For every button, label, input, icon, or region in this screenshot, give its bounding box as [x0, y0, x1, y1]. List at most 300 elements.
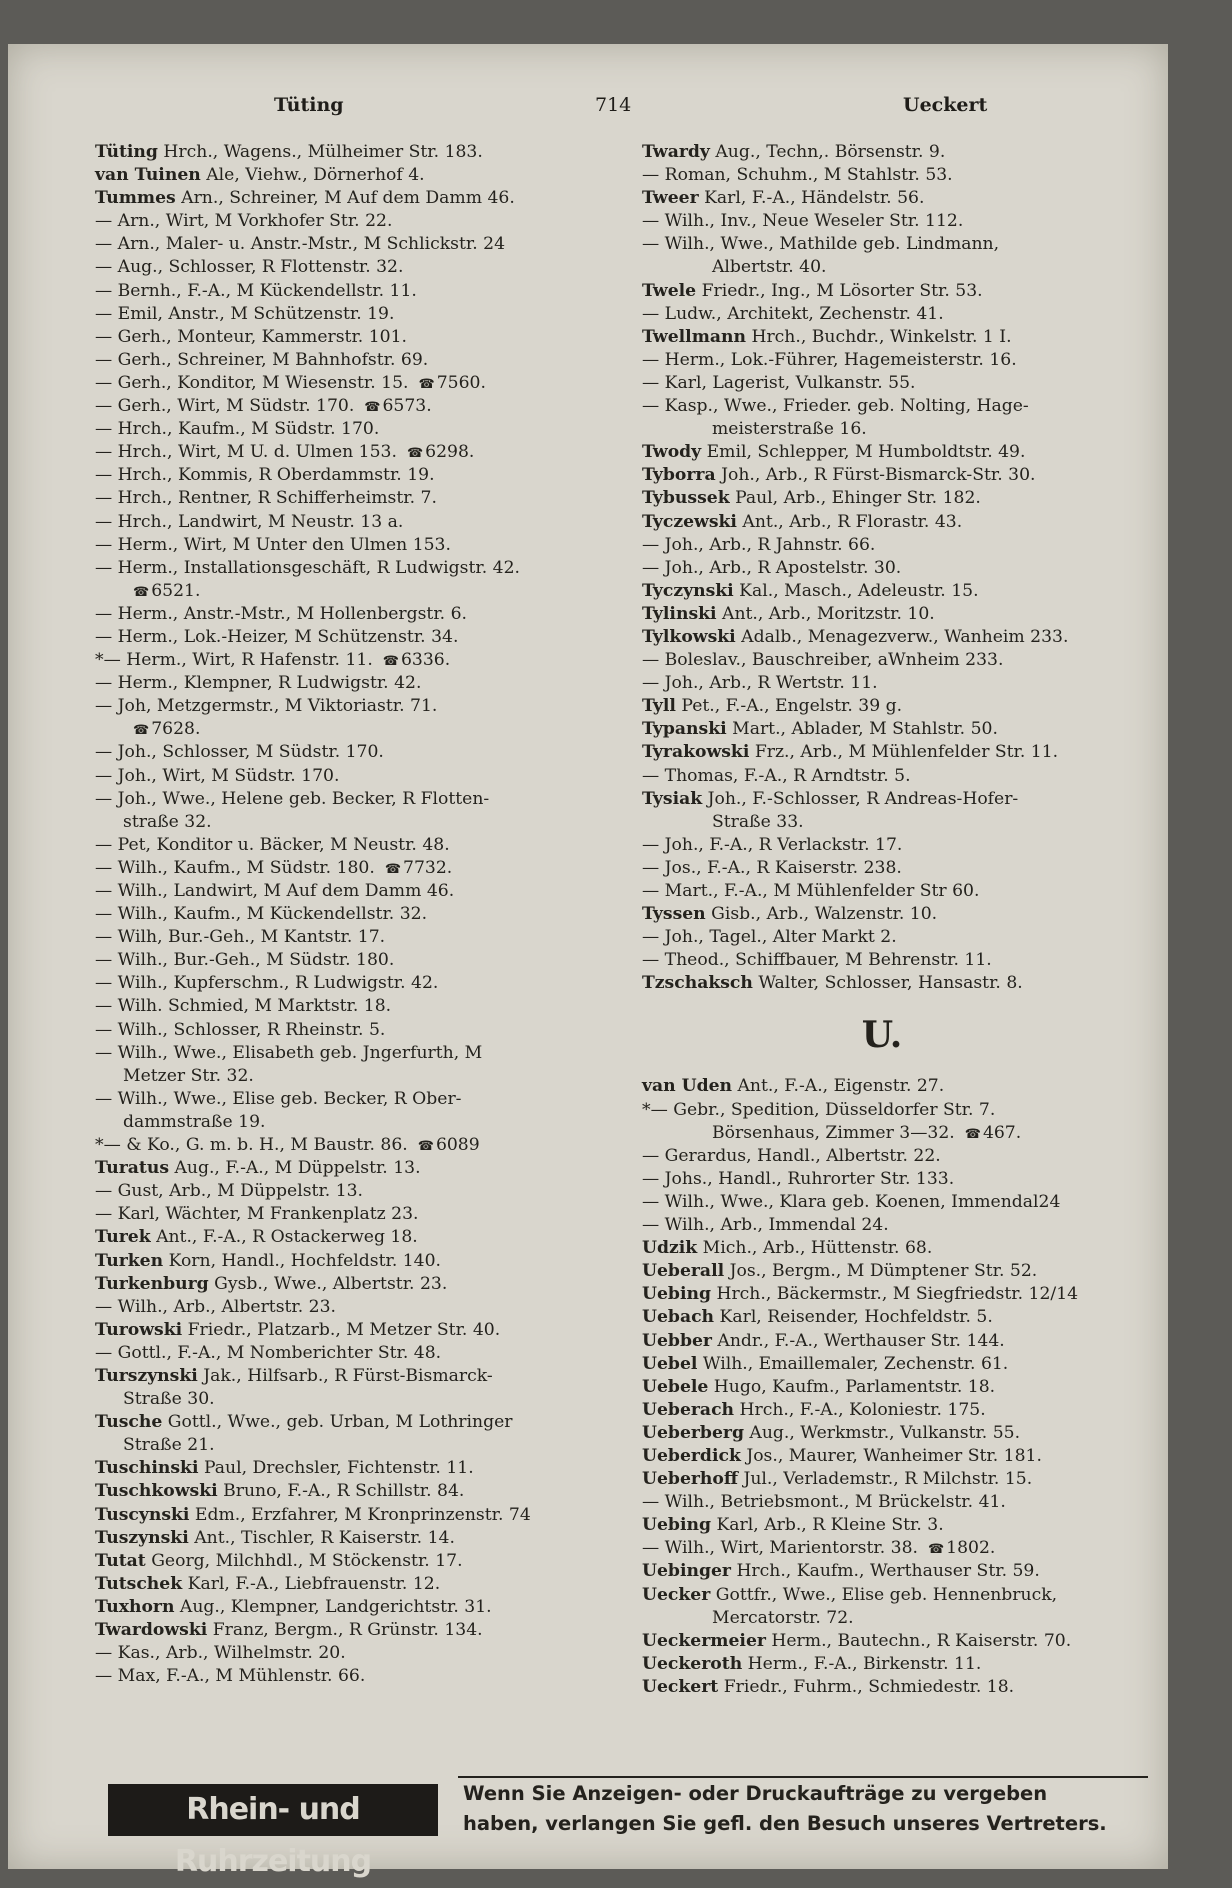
- directory-entry: [95, 187, 625, 210]
- directory-entry: [95, 557, 625, 580]
- entry-text: Aug., Werkmstr., Vulkanstr. 55.: [743, 1422, 1021, 1443]
- directory-entry: [642, 557, 1162, 580]
- entry-text: — Joh., F.-A., R Verlackstr. 17.: [642, 834, 903, 855]
- entry-text: — Wilh., Wwe., Elise geb. Becker, R Ober-: [95, 1088, 462, 1109]
- directory-entry: [95, 372, 625, 395]
- entry-text: — Herm., Wirt, M Unter den Ulmen 153.: [95, 534, 451, 555]
- directory-entry: [642, 1607, 1162, 1630]
- entry-text: Hrch., Bäckermstr., M Siegfriedstr. 12/14: [711, 1284, 1079, 1305]
- directory-entry: [95, 834, 625, 857]
- entry-surname: Twardy: [642, 142, 710, 162]
- entry-surname: Uebber: [642, 1330, 712, 1351]
- directory-entry: [95, 1434, 625, 1457]
- entry-text: Karl, F.-A., Händelstr. 56.: [698, 188, 925, 209]
- entry-surname: Tylkowski: [642, 626, 736, 647]
- entry-surname: Tuscynski: [95, 1504, 190, 1525]
- directory-entry: [95, 995, 625, 1018]
- entry-text: *— Herm., Wirt, R Hafenstr. 11.: [95, 650, 373, 671]
- entry-text: — Arn., Wirt, M Vorkhofer Str. 22.: [95, 211, 393, 232]
- directory-entry: [95, 718, 625, 741]
- entry-text: — Herm., Lok.-Führer, Hagemeisterstr. 16.: [642, 349, 1017, 370]
- directory-entry: [95, 1226, 625, 1249]
- entry-surname: Turowski: [95, 1319, 183, 1340]
- phone-number: [364, 396, 431, 416]
- entry-surname: Ueberall: [642, 1261, 725, 1282]
- entry-text: Jak., Hilfsarb., R Fürst-Bismarck-: [197, 1365, 493, 1386]
- directory-entry: [95, 695, 625, 718]
- directory-entry: [95, 441, 625, 464]
- entry-text: Aug., F.-A., M Düppelstr. 13.: [169, 1158, 421, 1179]
- entry-text: Jos., Maurer, Wanheimer Str. 181.: [740, 1445, 1042, 1466]
- entry-text: Frz., Arb., M Mühlenfelder Str. 11.: [749, 742, 1059, 763]
- phone-number-text: 6521.: [151, 580, 201, 601]
- entry-text: Albertstr. 40.: [712, 257, 827, 278]
- entry-surname: Tybussek: [642, 488, 730, 509]
- entry-text: Adalb., Menagezverw., Wanheim 233.: [735, 626, 1069, 647]
- phone-number: [383, 650, 450, 670]
- directory-entry: [642, 1422, 1162, 1445]
- directory-entry: [642, 1122, 1162, 1145]
- entry-text: Emil, Schlepper, M Humboldtstr. 49.: [701, 442, 1026, 463]
- entry-text: — Aug., Schlosser, R Flottenstr. 32.: [95, 257, 404, 278]
- directory-entry: [95, 1065, 625, 1088]
- entry-text: — Wilh., Wwe., Elisabeth geb. Jngerfurth, M: [95, 1042, 483, 1063]
- left-column: [95, 141, 625, 1688]
- entry-text: Georg, Milchhdl., M Stöckenstr. 17.: [145, 1550, 463, 1571]
- directory-entry: [95, 1480, 625, 1503]
- entry-surname: Ueberberg: [642, 1422, 744, 1443]
- entry-surname: Turatus: [95, 1158, 170, 1179]
- directory-entry: [95, 1042, 625, 1065]
- entry-text: — Pet, Konditor u. Bäcker, M Neustr. 48.: [95, 834, 450, 855]
- phone-number: [419, 373, 486, 393]
- directory-entry: [642, 418, 1162, 441]
- directory-entry: [95, 511, 625, 534]
- directory-entry: [642, 834, 1162, 857]
- section-letter: U.: [861, 1014, 903, 1057]
- entry-text: — Mart., F.-A., M Mühlenfelder Str 60.: [642, 881, 980, 901]
- directory-entry: [642, 580, 1162, 603]
- entry-text: — Herm., Klempner, R Ludwigstr. 42.: [95, 673, 422, 694]
- entry-surname: Tyrakowski: [642, 742, 750, 763]
- entry-text: — Herm., Anstr.-Mstr., M Hollenbergstr. 6.: [95, 603, 467, 624]
- entry-surname: Uebing: [642, 1515, 711, 1536]
- directory-entry: [642, 1514, 1162, 1537]
- entry-text: Ant., Arb., R Florastr. 43.: [736, 511, 963, 532]
- entry-text: — Wilh, Bur.-Geh., M Kantstr. 17.: [95, 927, 386, 948]
- directory-entry: [95, 1665, 625, 1688]
- directory-entry: [642, 926, 1162, 949]
- entry-surname: Udzik: [642, 1238, 698, 1259]
- entry-surname: Tuxhorn: [95, 1596, 175, 1617]
- directory-entry: [642, 972, 1162, 995]
- directory-entry: [95, 1504, 625, 1527]
- directory-entry: [95, 256, 625, 279]
- entry-surname: Typanski: [642, 719, 727, 740]
- phone-number: [385, 858, 452, 878]
- entry-text: — Gerh., Monteur, Kammerstr. 101.: [95, 326, 407, 347]
- entry-surname: Tweer: [642, 188, 699, 209]
- directory-entry: [642, 1445, 1162, 1468]
- advertisement: [108, 1782, 1148, 1879]
- directory-entry: [642, 672, 1162, 695]
- directory-entry: [642, 1191, 1162, 1214]
- entry-text: — Joh., Wwe., Helene geb. Becker, R Flotten-: [95, 788, 490, 809]
- entry-text: — Wilh., Bur.-Geh., M Südstr. 180.: [95, 950, 395, 971]
- entry-text: Andr., F.-A., Werthauser Str. 144.: [711, 1330, 1005, 1351]
- entry-text: Gottl., Wwe., geb. Urban, M Lothringer: [162, 1412, 513, 1433]
- entry-text: Kal., Masch., Adeleustr. 15.: [733, 580, 979, 601]
- entry-surname: Twele: [642, 280, 697, 301]
- directory-entry: [95, 1642, 625, 1665]
- entry-surname: Uebel: [642, 1353, 698, 1374]
- directory-entry: [95, 1203, 625, 1226]
- directory-entry: [642, 1653, 1162, 1676]
- directory-entry: [95, 1296, 625, 1319]
- entry-surname: Ueckermeier: [642, 1630, 766, 1651]
- directory-entry: [642, 1306, 1162, 1329]
- directory-entry: [95, 1550, 625, 1573]
- entry-surname: Twellmann: [642, 326, 747, 347]
- directory-entry: [95, 649, 625, 672]
- entry-surname: Twody: [642, 442, 702, 463]
- phone-number: [965, 1123, 1021, 1143]
- directory-entry: [642, 1376, 1162, 1399]
- entry-text: — Wilh., Arb., Albertstr. 23.: [95, 1296, 337, 1317]
- directory-entry: [95, 210, 625, 233]
- entry-text: Herm., F.-A., Birkenstr. 11.: [742, 1653, 982, 1674]
- entry-text: Gisb., Arb., Walzenstr. 10.: [705, 904, 938, 925]
- directory-entry: [642, 1399, 1162, 1422]
- directory-entry: [95, 164, 625, 187]
- directory-entry: [95, 1180, 625, 1203]
- directory-entry: [95, 1111, 625, 1134]
- directory-entry: [642, 626, 1162, 649]
- directory-entry: [95, 1157, 625, 1180]
- directory-entry: [95, 926, 625, 949]
- directory-entry: [95, 857, 625, 880]
- directory-entry: [95, 1250, 625, 1273]
- entry-text: — Gerh., Schreiner, M Bahnhofstr. 69.: [95, 349, 429, 370]
- directory-entry: [95, 672, 625, 695]
- entry-text: Aug., Techn,. Börsenstr. 9.: [709, 142, 946, 162]
- entry-text: Hrch., Buchdr., Winkelstr. 1 I.: [746, 326, 1012, 347]
- directory-entry: [642, 1260, 1162, 1283]
- entry-surname: Tuschinski: [95, 1458, 199, 1479]
- entry-text: — Gerh., Wirt, M Südstr. 170.: [95, 396, 355, 417]
- entry-text: — Joh., Tagel., Alter Markt 2.: [642, 927, 897, 948]
- entry-surname: Ueberach: [642, 1399, 735, 1420]
- entry-text: *— Gebr., Spedition, Düsseldorfer Str. 7.: [642, 1099, 996, 1120]
- entry-text: Friedr., Platzarb., M Metzer Str. 40.: [182, 1319, 501, 1340]
- directory-entry: [642, 372, 1162, 395]
- entry-text: Ant., F.-A., R Ostackerweg 18.: [150, 1227, 418, 1248]
- entry-text: — Herm., Installationsgeschäft, R Ludwigstr. 42.: [95, 557, 520, 578]
- header-left-keyword: Tüting: [274, 94, 344, 116]
- directory-entry: [642, 1584, 1162, 1607]
- entry-text: Walter, Schlosser, Hansastr. 8.: [752, 973, 1023, 994]
- entry-surname: Ueberdick: [642, 1445, 741, 1466]
- entry-surname: Tysiak: [642, 788, 703, 809]
- entry-surname: Uebing: [642, 1284, 711, 1305]
- entry-text: — Karl, Wächter, M Frankenplatz 23.: [95, 1204, 419, 1225]
- phone-number-text: 6573.: [382, 396, 432, 417]
- telephone-icon: ☎: [964, 1126, 979, 1142]
- entry-surname: Tüting: [95, 142, 158, 162]
- directory-entry: [642, 210, 1162, 233]
- entry-surname: Tuszynski: [95, 1527, 189, 1548]
- directory-entry: [642, 765, 1162, 788]
- directory-entry: [642, 1075, 1162, 1098]
- directory-entry: [642, 857, 1162, 880]
- entry-text: Joh., Arb., R Fürst-Bismarck-Str. 30.: [715, 465, 1036, 486]
- entry-text: Metzer Str. 32.: [123, 1065, 254, 1086]
- entry-text: — Wilh., Landwirt, M Auf dem Damm 46.: [95, 881, 455, 901]
- entry-text: — Max, F.-A., M Mühlenstr. 66.: [95, 1666, 366, 1687]
- entry-text: — Wilh., Schlosser, R Rheinstr. 5.: [95, 1019, 386, 1040]
- entry-surname: Tyczynski: [642, 580, 734, 601]
- entry-text: Gottfr., Wwe., Elise geb. Hennenbruck,: [710, 1584, 1058, 1605]
- directory-entry: [642, 718, 1162, 741]
- entry-text: straße 32.: [123, 811, 212, 832]
- entry-text: Gysb., Wwe., Albertstr. 23.: [208, 1273, 448, 1294]
- entry-text: Joh., F.-Schlosser, R Andreas-Hofer-: [702, 788, 1019, 809]
- directory-entry: [642, 141, 1162, 164]
- entry-text: — Wilh., Kaufm., M Kückendellstr. 32.: [95, 904, 428, 925]
- entry-text: — Joh., Arb., R Wertstr. 11.: [642, 673, 878, 694]
- entry-text: Straße 30.: [123, 1389, 215, 1410]
- directory-entry: [642, 1491, 1162, 1514]
- entry-text: — Gerardus, Handl., Albertstr. 22.: [642, 1145, 941, 1166]
- entry-surname: van Tuinen: [95, 165, 201, 186]
- entry-text: Karl, Reisender, Hochfeldstr. 5.: [714, 1307, 993, 1328]
- entry-text: Hrch., Wagens., Mülheimer Str. 183.: [157, 142, 483, 162]
- directory-entry: [642, 233, 1162, 256]
- entry-text: — Hrch., Rentner, R Schifferheimstr. 7.: [95, 488, 437, 509]
- directory-entry: [95, 349, 625, 372]
- entry-text: Jul., Verlademstr., R Milchstr. 15.: [738, 1469, 1033, 1490]
- directory-entry: [95, 487, 625, 510]
- directory-entry: [95, 880, 625, 903]
- phone-number-text: 7560.: [436, 372, 486, 393]
- entry-text: Hrch., Kaufm., Werthauser Str. 59.: [730, 1561, 1040, 1582]
- entry-surname: Tylinski: [642, 603, 717, 624]
- telephone-icon: ☎: [133, 723, 148, 739]
- entry-surname: Tummes: [95, 188, 176, 209]
- entry-surname: Twardowski: [95, 1620, 208, 1640]
- entry-text: — Joh., Arb., R Jahnstr. 66.: [642, 534, 876, 555]
- entry-text: Edm., Erzfahrer, M Kronprinzenstr. 74: [189, 1504, 531, 1525]
- entry-text: Karl, Arb., R Kleine Str. 3.: [711, 1515, 944, 1536]
- directory-entry: [95, 788, 625, 811]
- directory-entry: [642, 464, 1162, 487]
- telephone-icon: ☎: [364, 400, 379, 416]
- entry-surname: van Uden: [642, 1076, 733, 1097]
- entry-surname: Turkenburg: [95, 1273, 209, 1294]
- directory-entry: [95, 280, 625, 303]
- directory-entry: [95, 1527, 625, 1550]
- entry-text: Pet., F.-A., Engelstr. 39 g.: [675, 696, 903, 717]
- directory-entry: [95, 765, 625, 788]
- entry-text: — Jos., F.-A., R Kaiserstr. 238.: [642, 857, 902, 878]
- entry-text: — Wilh., Betriebsmont., M Brückelstr. 41.: [642, 1492, 1006, 1513]
- directory-entry: [642, 349, 1162, 372]
- entry-surname: Tyczewski: [642, 511, 737, 532]
- phone-number-text: 6336.: [400, 650, 451, 671]
- entry-surname: Uebinger: [642, 1561, 731, 1582]
- entry-surname: Turken: [95, 1250, 164, 1271]
- directory-entry: [642, 1676, 1162, 1699]
- entry-text: — Johs., Handl., Ruhrorter Str. 133.: [642, 1168, 955, 1189]
- directory-entry: [642, 280, 1162, 303]
- entry-text: Ant., Tischler, R Kaiserstr. 14.: [188, 1527, 455, 1548]
- directory-entry: [95, 418, 625, 441]
- entry-surname: Ueckert: [642, 1676, 719, 1697]
- entry-surname: Ueckeroth: [642, 1653, 743, 1674]
- directory-entry: [642, 511, 1162, 534]
- phone-number-text: 1802.: [946, 1538, 996, 1559]
- directory-entry: [95, 972, 625, 995]
- directory-entry: [95, 1273, 625, 1296]
- entry-text: — Kas., Arb., Wilhelmstr. 20.: [95, 1643, 346, 1664]
- directory-entry: [642, 1283, 1162, 1306]
- entry-text: — Hrch., Kaufm., M Südstr. 170.: [95, 419, 380, 440]
- directory-entry: [642, 1145, 1162, 1168]
- directory-entry: [642, 1353, 1162, 1376]
- directory-entry: [642, 603, 1162, 626]
- entry-text: Paul, Arb., Ehinger Str. 182.: [729, 488, 981, 509]
- directory-entry: [642, 1168, 1162, 1191]
- entry-text: Herm., Bautechn., R Kaiserstr. 70.: [765, 1630, 1072, 1651]
- entry-text: Ant., Arb., Moritzstr. 10.: [716, 603, 935, 624]
- entry-surname: Tutat: [95, 1550, 146, 1571]
- directory-entry: [642, 903, 1162, 926]
- entry-surname: Ueberhoff: [642, 1469, 738, 1490]
- entry-text: Ale, Viehw., Dörnerhof 4.: [200, 165, 425, 186]
- directory-entry: [95, 1457, 625, 1480]
- entry-surname: Turek: [95, 1227, 151, 1248]
- entry-text: — Roman, Schuhm., M Stahlstr. 53.: [642, 165, 953, 186]
- advert-line-1: Wenn Sie Anzeigen- oder Druckaufträge zu vergeben: [463, 1782, 1048, 1805]
- entry-text: — Wilh. Schmied, M Marktstr. 18.: [95, 996, 392, 1017]
- entry-surname: Tusche: [95, 1412, 163, 1433]
- entry-text: Aug., Klempner, Landgerichtstr. 31.: [174, 1596, 492, 1617]
- entry-surname: Tzschaksch: [642, 973, 753, 994]
- directory-entry: [642, 1214, 1162, 1237]
- directory-entry: [95, 580, 625, 603]
- phone-number-text: 6089: [435, 1135, 480, 1156]
- directory-entry: [95, 903, 625, 926]
- telephone-icon: ☎: [417, 1139, 432, 1155]
- advert-brand: Rhein- und Ruhrzeitung: [108, 1784, 438, 1836]
- entry-text: Franz, Bergm., R Grünstr. 134.: [207, 1620, 483, 1640]
- entry-text: Hugo, Kaufm., Parlamentstr. 18.: [708, 1376, 996, 1397]
- entry-text: — Kasp., Wwe., Frieder. geb. Nolting, Hage-: [642, 396, 1029, 417]
- entry-text: — Thomas, F.-A., R Arndtstr. 5.: [642, 765, 911, 786]
- entry-text: Arn., Schreiner, M Auf dem Damm 46.: [175, 188, 515, 209]
- telephone-icon: ☎: [384, 861, 400, 877]
- advert-line-2: haben, verlangen Sie gefl. den Besuch unseres Vertreters.: [463, 1812, 1107, 1835]
- entry-text: Mart., Ablader, M Stahlstr. 50.: [726, 719, 998, 740]
- entry-text: — Hrch., Wirt, M U. d. Ulmen 153.: [95, 442, 397, 463]
- entry-text: — Joh, Metzgermstr., M Viktoriastr. 71.: [95, 696, 438, 717]
- entry-text: — Emil, Anstr., M Schützenstr. 19.: [95, 303, 395, 324]
- entry-text: — Gerh., Konditor, M Wiesenstr. 15.: [95, 372, 409, 393]
- entry-text: — Joh., Wirt, M Südstr. 170.: [95, 765, 340, 786]
- telephone-icon: ☎: [418, 376, 433, 392]
- directory-entry: [95, 1342, 625, 1365]
- directory-entry: [642, 164, 1162, 187]
- entry-surname: Tyll: [642, 696, 676, 717]
- telephone-icon: ☎: [406, 446, 422, 462]
- entry-text: Börsenhaus, Zimmer 3—32.: [712, 1122, 955, 1143]
- entry-text: — Bernh., F.-A., M Kückendellstr. 11.: [95, 280, 417, 301]
- directory-entry: [642, 1630, 1162, 1653]
- directory-entry: [95, 741, 625, 764]
- entry-surname: Tyssen: [642, 904, 706, 925]
- entry-text: — Ludw., Architekt, Zechenstr. 41.: [642, 303, 944, 324]
- entry-text: Bruno, F.-A., R Schillstr. 84.: [217, 1481, 465, 1502]
- directory-entry: [95, 1619, 625, 1642]
- advert-rule-top: [458, 1776, 1148, 1778]
- directory-entry: [642, 1099, 1162, 1122]
- phone-number-text: 467.: [982, 1122, 1022, 1143]
- entry-surname: Uebach: [642, 1307, 715, 1328]
- directory-entry: [95, 1319, 625, 1342]
- entry-text: Friedr., Fuhrm., Schmiedestr. 18.: [718, 1676, 1015, 1697]
- entry-surname: Tutschek: [95, 1573, 183, 1594]
- entry-surname: Uecker: [642, 1584, 711, 1605]
- directory-entry: [642, 1537, 1162, 1560]
- directory-entry: [642, 811, 1162, 834]
- entry-text: — Wilh., Kupferschm., R Ludwigstr. 42.: [95, 973, 439, 994]
- phone-number-text: 7732.: [403, 857, 453, 878]
- directory-entry: [642, 1560, 1162, 1583]
- entry-text: — Karl, Lagerist, Vulkanstr. 55.: [642, 372, 916, 393]
- phone-number: [418, 1135, 480, 1155]
- entry-text: Ant., F.-A., Eigenstr. 27.: [732, 1076, 945, 1097]
- entry-text: — Wilh., Wwe., Mathilde geb. Lindmann,: [642, 234, 1000, 255]
- phone-number: [133, 719, 200, 739]
- directory-entry: [95, 811, 625, 834]
- entry-text: meisterstraße 16.: [712, 419, 867, 440]
- directory-entry: [642, 534, 1162, 557]
- entry-text: — Joh., Arb., R Apostelstr. 30.: [642, 557, 902, 578]
- entry-text: Wilh., Emaillemaler, Zechenstr. 61.: [697, 1353, 1009, 1374]
- entry-surname: Uebele: [642, 1376, 709, 1397]
- page-number: 714: [595, 94, 632, 116]
- entry-text: Jos., Bergm., M Dümptener Str. 52.: [724, 1261, 1038, 1282]
- entry-text: — Gottl., F.-A., M Nomberichter Str. 48.: [95, 1342, 442, 1363]
- directory-entry: [642, 949, 1162, 972]
- right-column: [642, 141, 1162, 1699]
- entry-text: Straße 21.: [123, 1435, 215, 1456]
- entry-text: Hrch., F.-A., Koloniestr. 175.: [734, 1399, 986, 1420]
- directory-entry: [642, 256, 1162, 279]
- directory-entry: [95, 1596, 625, 1619]
- entry-text: — Hrch., Kommis, R Oberdammstr. 19.: [95, 465, 435, 486]
- directory-entry: [95, 233, 625, 256]
- directory-entry: [95, 464, 625, 487]
- directory-entry: [642, 1330, 1162, 1353]
- directory-entry: [95, 626, 625, 649]
- directory-entry: [642, 1237, 1162, 1260]
- directory-entry: [642, 1468, 1162, 1491]
- directory-entry: [642, 649, 1162, 672]
- entry-text: Paul, Drechsler, Fichtenstr. 11.: [198, 1458, 474, 1479]
- entry-text: — Boleslav., Bauschreiber, aWnheim 233.: [642, 650, 1004, 671]
- entry-text: — Wilh., Wwe., Klara geb. Koenen, Immendal24: [642, 1191, 1061, 1212]
